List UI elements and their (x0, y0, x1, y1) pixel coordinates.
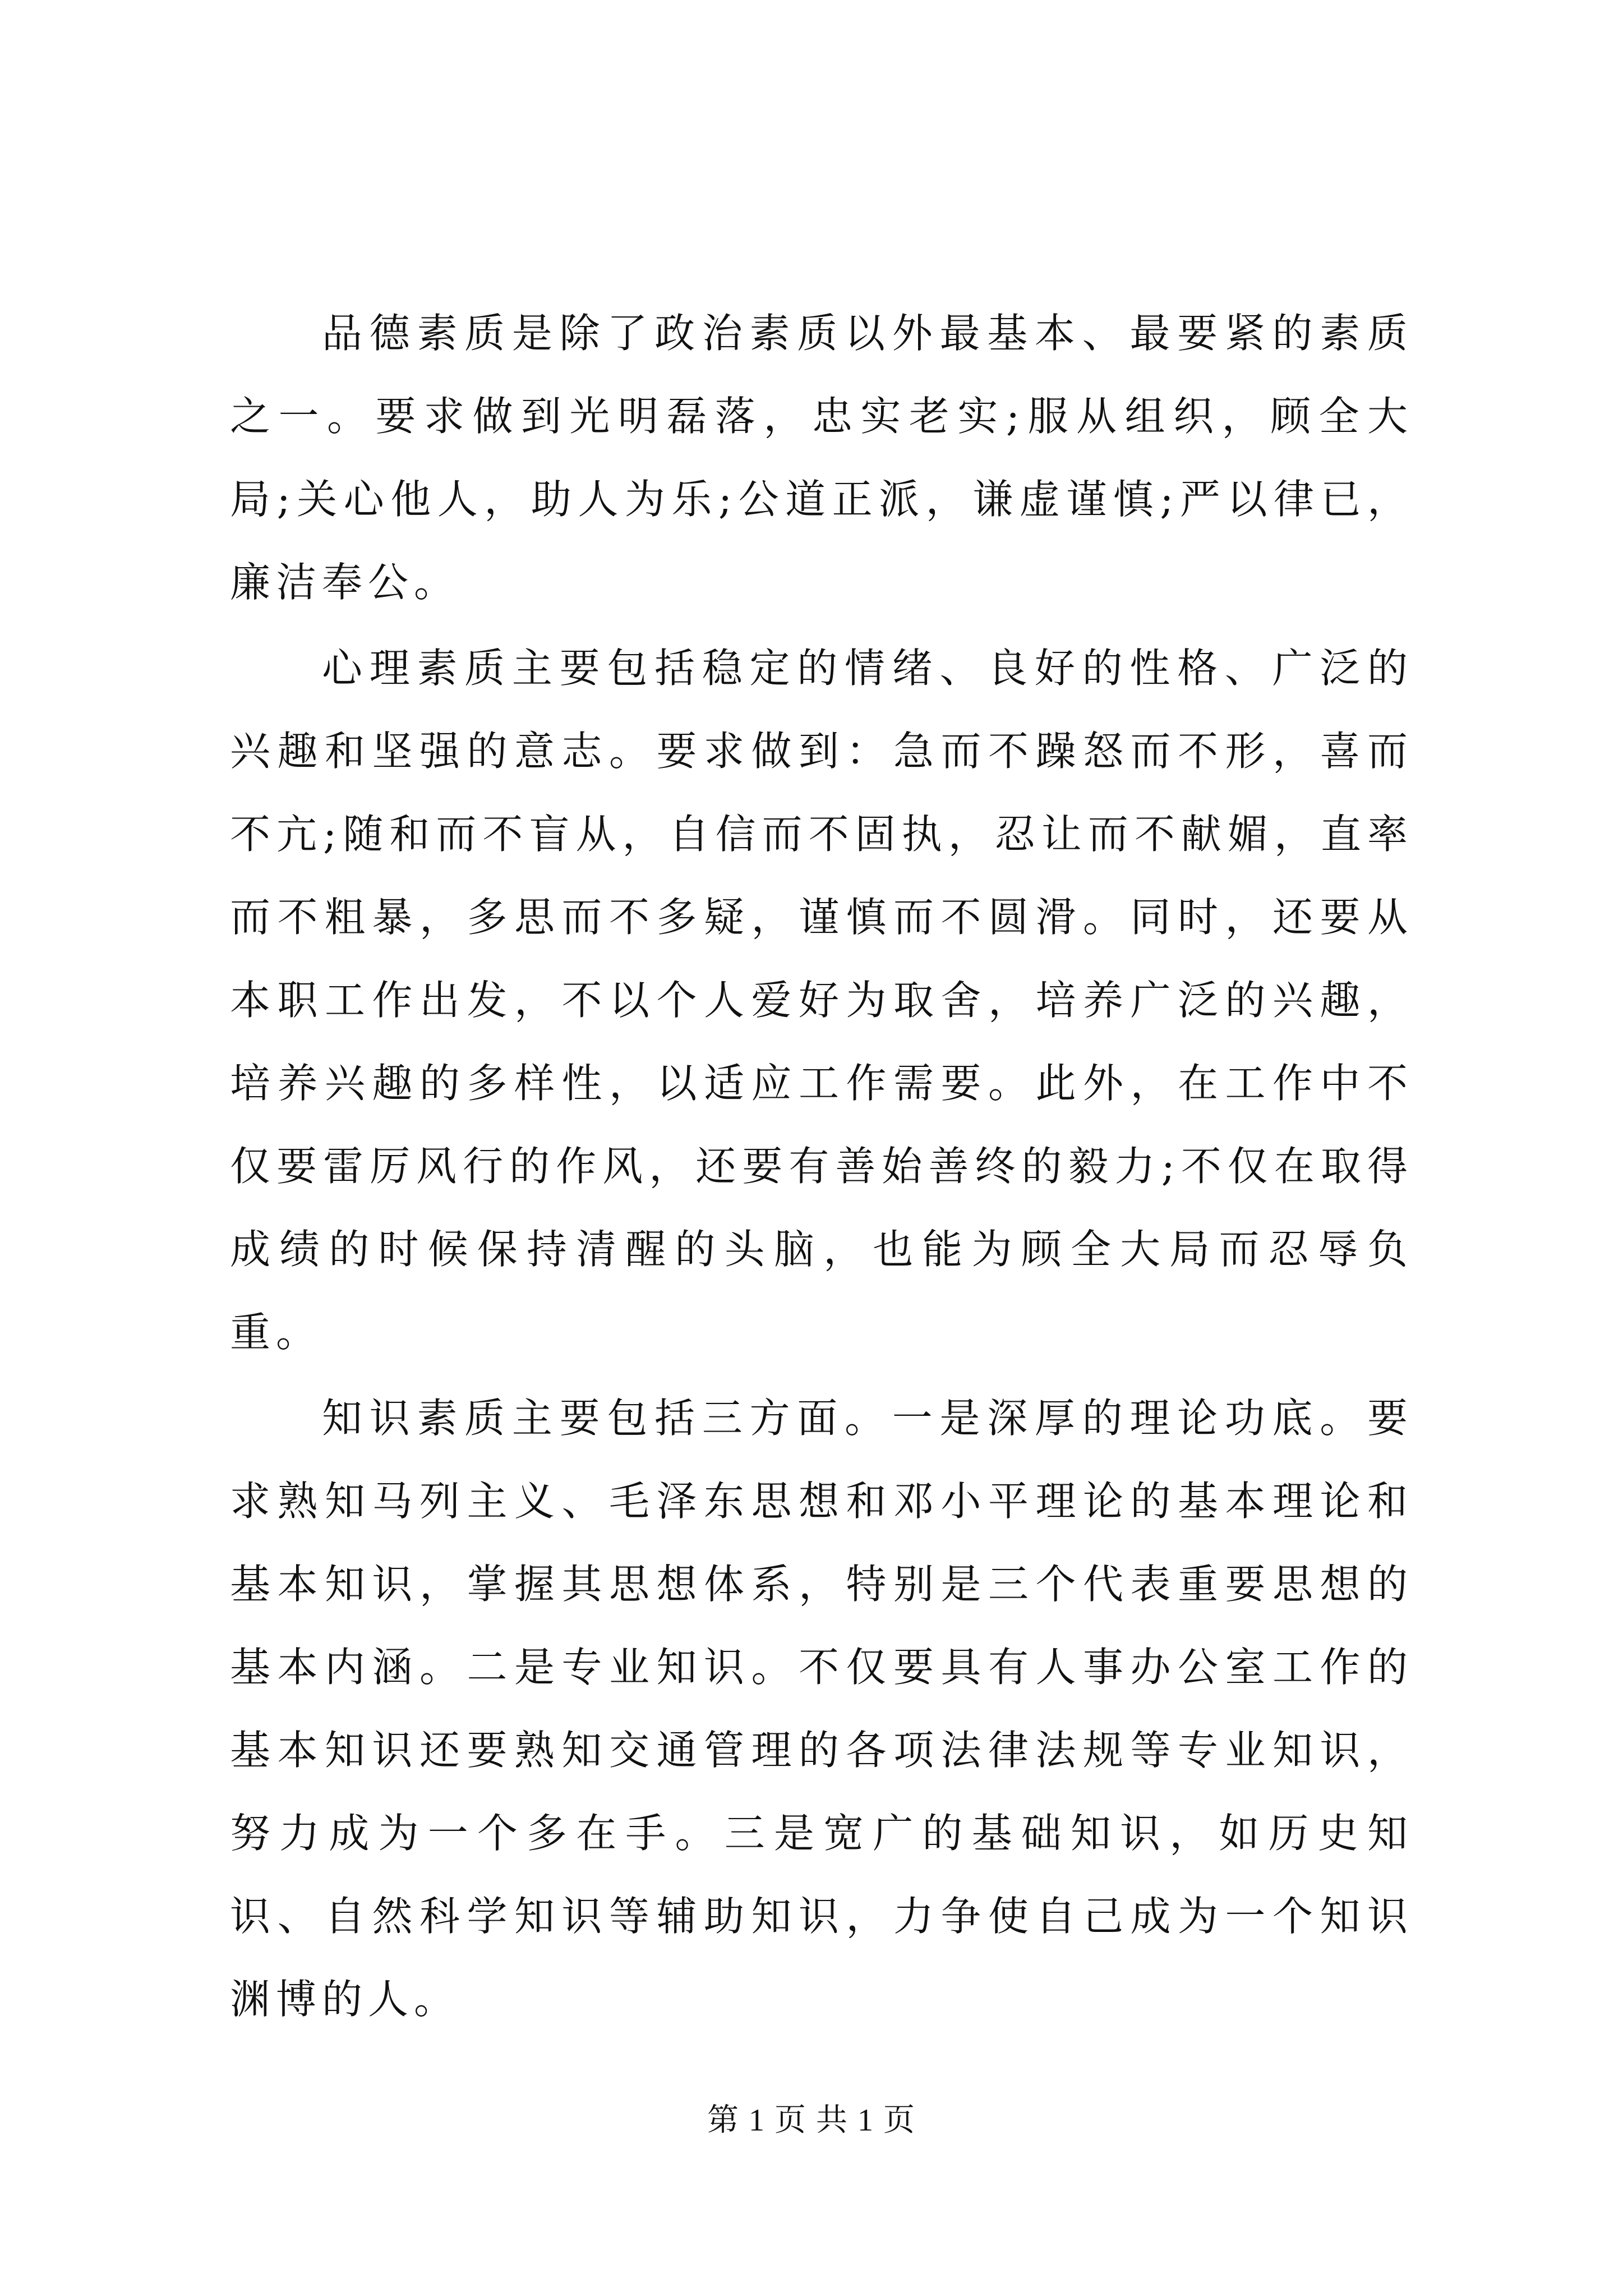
paragraph-psychological-quality: 心理素质主要包括稳定的情绪、良好的性格、广泛的兴趣和坚强的意志。要求做到：急而不躁怒而不形，喜而不亢;随和而不盲从，自信而不固执，忍让而不献媚，直率而不粗暴，多思而不多疑，谨慎而不圆滑。同时，还要从本职工作出发，不以个人爱好为取舍，培养广泛的兴趣，培养兴趣的多样性，以适应工作需要。此外，在工作中不仅要雷厉风行的作风，还要有善始善终的毅力;不仅在取得成绩的时候保持清醒的头脑，也能为顾全大局而忍辱负重。 (230, 645, 1413, 1356)
page-footer (0, 2095, 1623, 2140)
paragraph-knowledge-quality: 知识素质主要包括三方面。一是深厚的理论功底。要求熟知马列主义、毛泽东思想和邓小平理论的基本理论和基本知识，掌握其思想体系，特别是三个代表重要思想的基本内涵。二是专业知识。不仅要具有人事办公室工作的基本知识还要熟知交通管理的各项法律法规等专业知识，努力成为一个多在手。三是宽广的基础知识，如历史知识、自然科学知识等辅助知识，力争使自己成为一个知识渊博的人。 (230, 1395, 1413, 2023)
document-body (230, 292, 1413, 2044)
page-number-label: 第 1 页 共 1 页 (707, 2103, 916, 2138)
paragraph-moral-quality: 品德素质是除了政治素质以外最基本、最要紧的素质之一。要求做到光明磊落，忠实老实;服从组织，顾全大局;关心他人，助人为乐;公道正派，谦虚谨慎;严以律已，廉洁奉公。 (230, 310, 1413, 606)
